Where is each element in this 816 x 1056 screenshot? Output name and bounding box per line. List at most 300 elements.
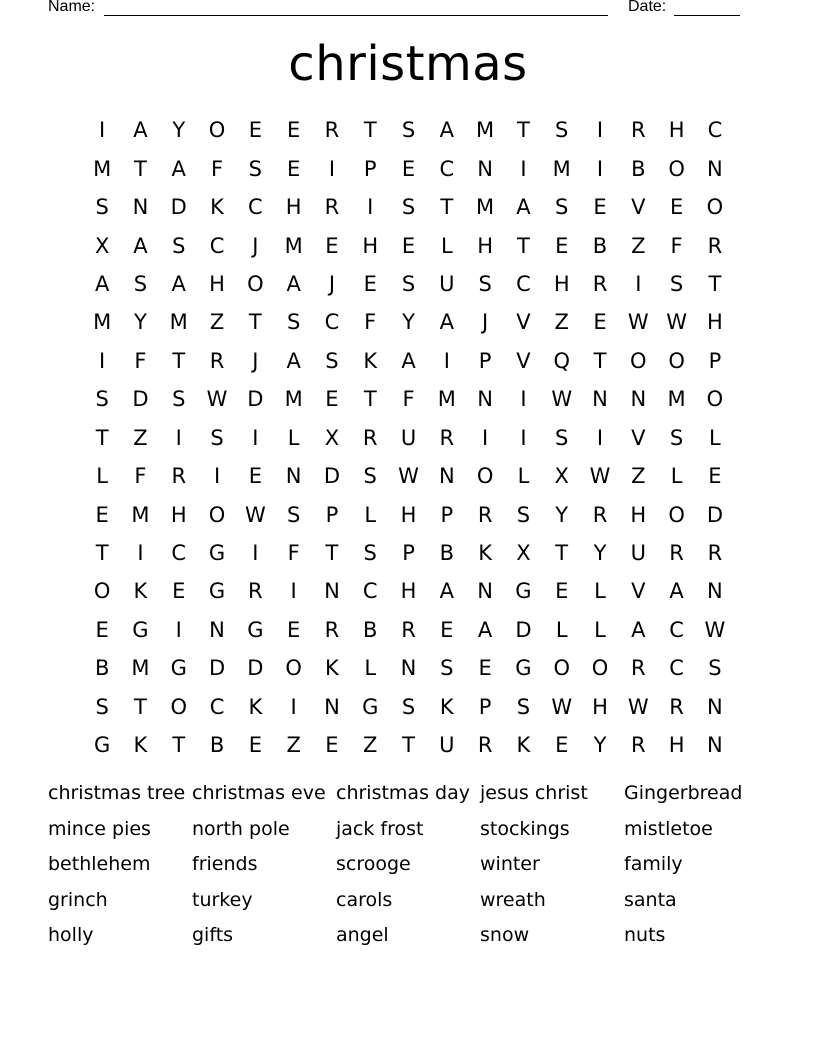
grid-letter: R	[669, 541, 684, 566]
grid-letter: O	[591, 656, 609, 681]
grid-letter: H	[668, 118, 685, 143]
grid-letter: H	[362, 233, 379, 258]
grid-letter: S	[516, 694, 531, 719]
grid-letter: S	[210, 425, 224, 450]
grid-letter: R	[324, 118, 340, 143]
grid-letter: R	[669, 694, 684, 719]
grid-letter: N	[707, 733, 723, 758]
word-list-item: winter	[480, 853, 540, 875]
word-list-item: friends	[192, 853, 258, 875]
grid-letter: N	[132, 195, 149, 220]
grid-letter: S	[401, 118, 416, 143]
word-list-item: christmas tree	[48, 782, 186, 804]
grid-letter: S	[401, 195, 416, 220]
grid-letter: E	[325, 233, 339, 258]
grid-letter: Y	[172, 118, 186, 143]
grid-letter: S	[516, 502, 531, 527]
grid-letter: Z	[209, 310, 225, 335]
grid-letter: Y	[593, 541, 607, 566]
grid-letter: H	[400, 579, 417, 604]
grid-letter: W	[244, 502, 266, 527]
grid-letter: N	[438, 464, 455, 489]
grid-letter: R	[171, 464, 187, 489]
grid-letter: V	[516, 348, 531, 373]
grid-letter: E	[363, 271, 377, 296]
grid-letter: O	[668, 156, 685, 181]
grid-letter: N	[477, 156, 493, 181]
grid-letter: H	[668, 733, 685, 758]
grid-letter: N	[592, 387, 608, 412]
grid-letter: C	[324, 310, 340, 335]
word-list-item: bethlehem	[48, 853, 151, 875]
grid-letter: G	[208, 541, 226, 566]
grid-letter: E	[325, 387, 339, 412]
grid-letter: G	[515, 579, 532, 604]
grid-letter: N	[400, 656, 417, 681]
grid-letter: G	[94, 733, 111, 758]
grid-letter: M	[552, 156, 571, 181]
grid-letter: I	[175, 617, 182, 642]
grid-letter: L	[517, 464, 530, 489]
grid-letter: Z	[363, 733, 378, 758]
grid-letter: S	[286, 502, 301, 527]
grid-letter: I	[520, 156, 527, 181]
grid-letter: I	[175, 425, 182, 450]
grid-letter: W	[666, 310, 687, 335]
grid-letter: I	[596, 425, 604, 450]
grid-letter: B	[592, 233, 608, 258]
grid-letter: O	[93, 579, 111, 604]
grid-letter: N	[707, 156, 723, 181]
grid-letter: O	[706, 387, 724, 412]
grid-letter: K	[363, 348, 378, 373]
grid-letter: I	[328, 156, 336, 181]
grid-letter: A	[133, 233, 148, 258]
grid-letter: S	[363, 464, 377, 489]
grid-letter: T	[517, 118, 530, 143]
grid-letter: J	[328, 271, 336, 296]
header-fields	[48, 0, 748, 20]
grid-letter: D	[208, 656, 226, 681]
grid-letter: A	[286, 271, 301, 296]
word-list-item: gifts	[192, 924, 234, 946]
grid-letter: J	[482, 310, 489, 335]
grid-letter: D	[706, 502, 723, 527]
grid-letter: M	[131, 502, 150, 527]
date-label: Date:	[628, 0, 667, 15]
grid-letter: E	[95, 502, 109, 527]
grid-letter: P	[363, 156, 377, 181]
grid-letter: E	[286, 156, 301, 181]
grid-letter: E	[478, 656, 492, 681]
grid-letter: K	[516, 733, 531, 758]
grid-letter: L	[555, 617, 568, 642]
grid-letter: K	[210, 195, 224, 220]
grid-letter: E	[286, 118, 301, 143]
grid-letter: E	[401, 156, 416, 181]
grid-letter: E	[593, 195, 607, 220]
grid-letter: A	[516, 195, 531, 220]
grid-letter: I	[290, 694, 297, 719]
grid-letter: O	[170, 694, 187, 719]
grid-letter: A	[171, 271, 186, 296]
grid-letter: X	[324, 425, 340, 450]
grid-letter: R	[248, 579, 263, 604]
grid-letter: D	[323, 464, 341, 489]
grid-letter: F	[134, 464, 147, 489]
grid-letter: C	[248, 195, 263, 220]
grid-letter: Z	[133, 425, 148, 450]
grid-letter: D	[515, 617, 532, 642]
grid-letter: I	[443, 348, 450, 373]
grid-letter: R	[477, 733, 493, 758]
grid-letter: E	[669, 195, 684, 220]
grid-letter: S	[669, 271, 684, 296]
name-label: Name:	[48, 0, 96, 15]
grid-letter: C	[209, 694, 225, 719]
word-list-item: north pole	[192, 817, 290, 840]
word-list-item: carols	[336, 888, 393, 911]
grid-letter: T	[172, 733, 186, 758]
grid-letter: A	[439, 310, 454, 335]
grid-letter: S	[363, 541, 377, 566]
word-list-item: stockings	[480, 817, 570, 840]
grid-letter: A	[439, 118, 454, 143]
word-list-item: angel	[336, 924, 389, 946]
grid-letter: N	[707, 579, 723, 604]
grid-letter: I	[520, 387, 527, 412]
grid-letter: R	[707, 233, 723, 258]
grid-letter: W	[551, 694, 573, 719]
grid-letter: T	[402, 733, 415, 758]
grid-letter: U	[439, 733, 455, 758]
grid-letter: K	[478, 541, 492, 566]
grid-letter: W	[589, 464, 611, 489]
grid-letter: N	[630, 387, 647, 412]
grid-letter: H	[209, 271, 225, 296]
grid-letter: J	[252, 233, 259, 258]
date-blank-line	[674, 0, 740, 16]
word-list-item: mince pies	[48, 817, 151, 840]
grid-letter: L	[364, 656, 377, 681]
grid-letter: D	[247, 387, 264, 412]
grid-letter: A	[669, 579, 684, 604]
grid-letter: U	[630, 541, 646, 566]
grid-letter: C	[439, 156, 455, 181]
grid-letter: I	[520, 425, 527, 450]
grid-letter: M	[93, 310, 112, 335]
grid-letter: Z	[631, 464, 646, 489]
grid-letter: S	[325, 348, 339, 373]
grid-letter: M	[667, 387, 686, 412]
letter-grid	[83, 111, 734, 764]
grid-letter: O	[208, 502, 226, 527]
grid-letter: I	[482, 425, 489, 450]
grid-letter: I	[252, 425, 259, 450]
grid-letter: E	[593, 310, 607, 335]
word-list-item: jesus christ	[480, 782, 588, 804]
grid-letter: E	[440, 617, 454, 642]
grid-letter: F	[287, 541, 300, 566]
grid-letter: S	[669, 425, 684, 450]
grid-letter: R	[324, 617, 340, 642]
grid-letter: E	[95, 617, 109, 642]
grid-letter: R	[631, 656, 646, 681]
grid-letter: S	[172, 233, 186, 258]
grid-letter: R	[592, 502, 608, 527]
grid-letter: Q	[553, 348, 570, 373]
grid-letter: B	[363, 617, 378, 642]
grid-letter: C	[171, 541, 187, 566]
word-list-item: holly	[48, 924, 94, 946]
grid-letter: R	[362, 425, 378, 450]
grid-letter: N	[324, 579, 340, 604]
grid-letter: T	[593, 348, 607, 373]
grid-letter: T	[134, 156, 147, 181]
grid-letter: A	[477, 617, 493, 642]
grid-letter: I	[635, 271, 642, 296]
grid-letter: W	[704, 617, 726, 642]
grid-letter: E	[401, 233, 416, 258]
grid-letter: T	[363, 387, 377, 412]
grid-letter: T	[363, 118, 377, 143]
grid-letter: C	[209, 233, 225, 258]
grid-letter: L	[364, 502, 377, 527]
grid-letter: G	[170, 656, 187, 681]
grid-letter: S	[401, 271, 416, 296]
grid-letter: M	[169, 310, 188, 335]
grid-letter: J	[252, 348, 259, 373]
grid-letter: R	[592, 271, 608, 296]
grid-letter: S	[95, 387, 109, 412]
grid-letter: K	[133, 733, 148, 758]
grid-letter: O	[553, 656, 570, 681]
grid-letter: N	[285, 464, 302, 489]
grid-letter: E	[555, 233, 569, 258]
word-list-item: christmas day	[336, 782, 470, 804]
grid-letter: K	[439, 694, 454, 719]
grid-letter: I	[213, 464, 221, 489]
grid-letter: X	[94, 233, 110, 258]
grid-letter: D	[247, 656, 264, 681]
grid-letter: T	[95, 541, 109, 566]
grid-letter: O	[630, 348, 647, 373]
grid-letter: A	[631, 617, 646, 642]
grid-letter: V	[631, 425, 646, 450]
grid-letter: I	[596, 156, 604, 181]
grid-letter: S	[401, 694, 416, 719]
grid-letter: R	[439, 425, 455, 450]
grid-letter: N	[324, 694, 340, 719]
grid-letter: T	[248, 310, 262, 335]
puzzle-title: christmas	[288, 36, 528, 92]
grid-letter: C	[707, 118, 723, 143]
word-list-item: scrooge	[336, 853, 411, 875]
grid-letter: M	[284, 387, 303, 412]
grid-letter: S	[555, 118, 569, 143]
grid-letter: P	[708, 348, 722, 373]
grid-letter: B	[631, 156, 646, 181]
grid-letter: H	[400, 502, 417, 527]
grid-letter: W	[551, 387, 573, 412]
grid-letter: F	[402, 387, 415, 412]
grid-letter: W	[627, 310, 649, 335]
grid-letter: Y	[555, 502, 569, 527]
grid-letter: M	[131, 656, 150, 681]
grid-letter: H	[477, 233, 494, 258]
grid-letter: S	[133, 271, 148, 296]
grid-letter: I	[596, 118, 604, 143]
grid-letter: I	[99, 348, 106, 373]
grid-letter: T	[440, 195, 454, 220]
grid-letter: R	[401, 617, 416, 642]
grid-letter: S	[286, 310, 301, 335]
grid-letter: H	[285, 195, 302, 220]
grid-letter: O	[285, 656, 302, 681]
grid-letter: D	[132, 387, 149, 412]
grid-letter: P	[478, 348, 492, 373]
grid-letter: M	[476, 118, 495, 143]
grid-letter: N	[477, 579, 493, 604]
grid-letter: K	[325, 656, 339, 681]
grid-letter: P	[402, 541, 415, 566]
word-list	[48, 776, 768, 954]
grid-letter: P	[440, 502, 454, 527]
grid-letter: L	[670, 464, 683, 489]
word-list-item: turkey	[192, 888, 253, 911]
grid-letter: R	[324, 195, 340, 220]
grid-letter: E	[708, 464, 722, 489]
grid-letter: I	[290, 579, 297, 604]
grid-letter: R	[631, 733, 646, 758]
grid-letter: S	[555, 425, 569, 450]
grid-letter: T	[134, 694, 147, 719]
grid-letter: Z	[286, 733, 301, 758]
grid-letter: V	[631, 579, 646, 604]
grid-letter: T	[325, 541, 339, 566]
grid-letter: I	[252, 541, 259, 566]
grid-letter: A	[401, 348, 416, 373]
word-list-item: family	[624, 853, 683, 875]
grid-letter: C	[362, 579, 378, 604]
word-list-item: jack frost	[336, 817, 424, 840]
grid-letter: O	[706, 195, 724, 220]
grid-letter: G	[132, 617, 149, 642]
grid-letter: T	[95, 425, 109, 450]
grid-letter: T	[555, 541, 569, 566]
grid-letter: E	[248, 464, 262, 489]
word-list-item: Gingerbread	[624, 782, 743, 804]
grid-letter: R	[209, 348, 225, 373]
grid-letter: S	[478, 271, 492, 296]
grid-letter: O	[208, 118, 226, 143]
word-list-item: santa	[624, 888, 677, 911]
grid-letter: N	[707, 694, 723, 719]
grid-letter: O	[668, 348, 685, 373]
grid-letter: K	[133, 579, 148, 604]
word-list-item: mistletoe	[624, 817, 713, 840]
grid-letter: F	[134, 348, 147, 373]
grid-letter: O	[668, 502, 685, 527]
grid-letter: N	[209, 617, 225, 642]
grid-letter: L	[594, 617, 606, 642]
word-list-item: wreath	[480, 888, 546, 911]
grid-letter: G	[515, 656, 532, 681]
grid-letter: E	[555, 579, 569, 604]
word-list-item: nuts	[624, 924, 666, 946]
grid-letter: M	[93, 156, 112, 181]
grid-letter: S	[172, 387, 186, 412]
grid-letter: Z	[631, 233, 646, 258]
grid-letter: U	[400, 425, 417, 450]
word-list-item: grinch	[48, 888, 108, 911]
grid-letter: V	[631, 195, 646, 220]
grid-letter: E	[325, 733, 339, 758]
grid-letter: S	[95, 694, 109, 719]
grid-letter: Y	[402, 310, 415, 335]
grid-letter: I	[99, 118, 106, 143]
word-list-item: snow	[480, 924, 530, 946]
grid-letter: E	[555, 733, 569, 758]
grid-letter: T	[708, 271, 722, 296]
grid-letter: B	[209, 733, 225, 758]
grid-letter: H	[553, 271, 570, 296]
grid-letter: N	[477, 387, 493, 412]
grid-letter: A	[94, 271, 110, 296]
grid-letter: L	[709, 425, 721, 450]
grid-letter: A	[439, 579, 454, 604]
grid-letter: S	[708, 656, 722, 681]
grid-letter: I	[367, 195, 374, 220]
grid-letter: X	[554, 464, 569, 489]
grid-letter: W	[206, 387, 228, 412]
grid-letter: L	[287, 425, 300, 450]
grid-letter: W	[627, 694, 649, 719]
grid-letter: M	[437, 387, 456, 412]
grid-letter: M	[476, 195, 495, 220]
grid-letter: E	[286, 617, 301, 642]
grid-letter: I	[137, 541, 144, 566]
grid-letter: A	[133, 118, 148, 143]
grid-letter: C	[669, 656, 684, 681]
grid-letter: B	[94, 656, 110, 681]
grid-letter: R	[707, 541, 723, 566]
grid-letter: T	[517, 233, 530, 258]
grid-letter: F	[670, 233, 683, 258]
grid-letter: W	[398, 464, 419, 489]
grid-letter: K	[248, 694, 263, 719]
grid-letter: H	[630, 502, 647, 527]
grid-letter: F	[364, 310, 377, 335]
grid-letter: T	[172, 348, 186, 373]
grid-letter: E	[172, 579, 186, 604]
grid-letter: P	[325, 502, 339, 527]
word-list-item: christmas eve	[192, 782, 326, 804]
grid-letter: F	[210, 156, 224, 181]
grid-letter: A	[171, 156, 186, 181]
grid-letter: Y	[593, 733, 607, 758]
grid-letter: C	[516, 271, 531, 296]
grid-letter: L	[440, 233, 453, 258]
grid-letter: O	[476, 464, 494, 489]
grid-letter: G	[247, 617, 264, 642]
grid-letter: H	[592, 694, 608, 719]
grid-letter: Z	[554, 310, 569, 335]
grid-letter: Y	[134, 310, 147, 335]
grid-letter: S	[440, 656, 454, 681]
grid-letter: U	[439, 271, 455, 296]
grid-letter: O	[247, 271, 264, 296]
